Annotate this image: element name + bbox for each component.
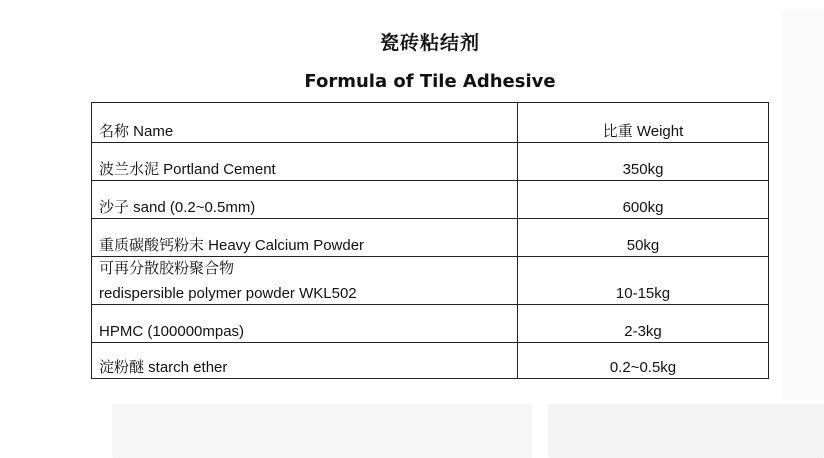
table-row bbox=[92, 219, 769, 257]
table-row bbox=[92, 343, 769, 379]
header-name: 名称 Name bbox=[92, 103, 518, 143]
ingredient-name: HPMC (100000mpas) bbox=[92, 305, 518, 343]
header-weight: 比重 Weight bbox=[518, 103, 769, 143]
ingredient-weight: 0.2~0.5kg bbox=[518, 343, 769, 379]
ingredient-weight: 600kg bbox=[518, 181, 769, 219]
background-artifact bbox=[112, 404, 532, 458]
table-row bbox=[92, 181, 769, 219]
ingredient-weight: 2-3kg bbox=[518, 305, 769, 343]
ingredient-name: redispersible polymer powder WKL502 bbox=[99, 285, 357, 302]
document-title-chinese: 瓷砖粘结剂 bbox=[379, 32, 480, 54]
ingredient-weight: 50kg bbox=[518, 219, 769, 257]
background-artifact bbox=[782, 10, 824, 400]
table-row bbox=[92, 257, 769, 305]
background-artifact bbox=[548, 404, 824, 458]
document-title-english: Formula of Tile Adhesive bbox=[304, 71, 556, 92]
ingredient-name: 波兰水泥 Portland Cement bbox=[92, 143, 518, 181]
ingredient-name: 重质碳酸钙粉末 Heavy Calcium Powder bbox=[92, 219, 518, 257]
ingredient-name-cell bbox=[92, 257, 518, 305]
ingredient-weight: 350kg bbox=[518, 143, 769, 181]
ingredient-name: 淀粉醚 starch ether bbox=[92, 343, 518, 379]
table-row bbox=[92, 143, 769, 181]
ingredient-name: 沙子 sand (0.2~0.5mm) bbox=[92, 181, 518, 219]
ingredient-weight: 10-15kg bbox=[518, 257, 769, 305]
table-header-row bbox=[92, 103, 769, 143]
table-row bbox=[92, 305, 769, 343]
formula-table bbox=[91, 102, 769, 379]
ingredient-name-chinese: 可再分散胶粉聚合物 bbox=[99, 260, 235, 277]
